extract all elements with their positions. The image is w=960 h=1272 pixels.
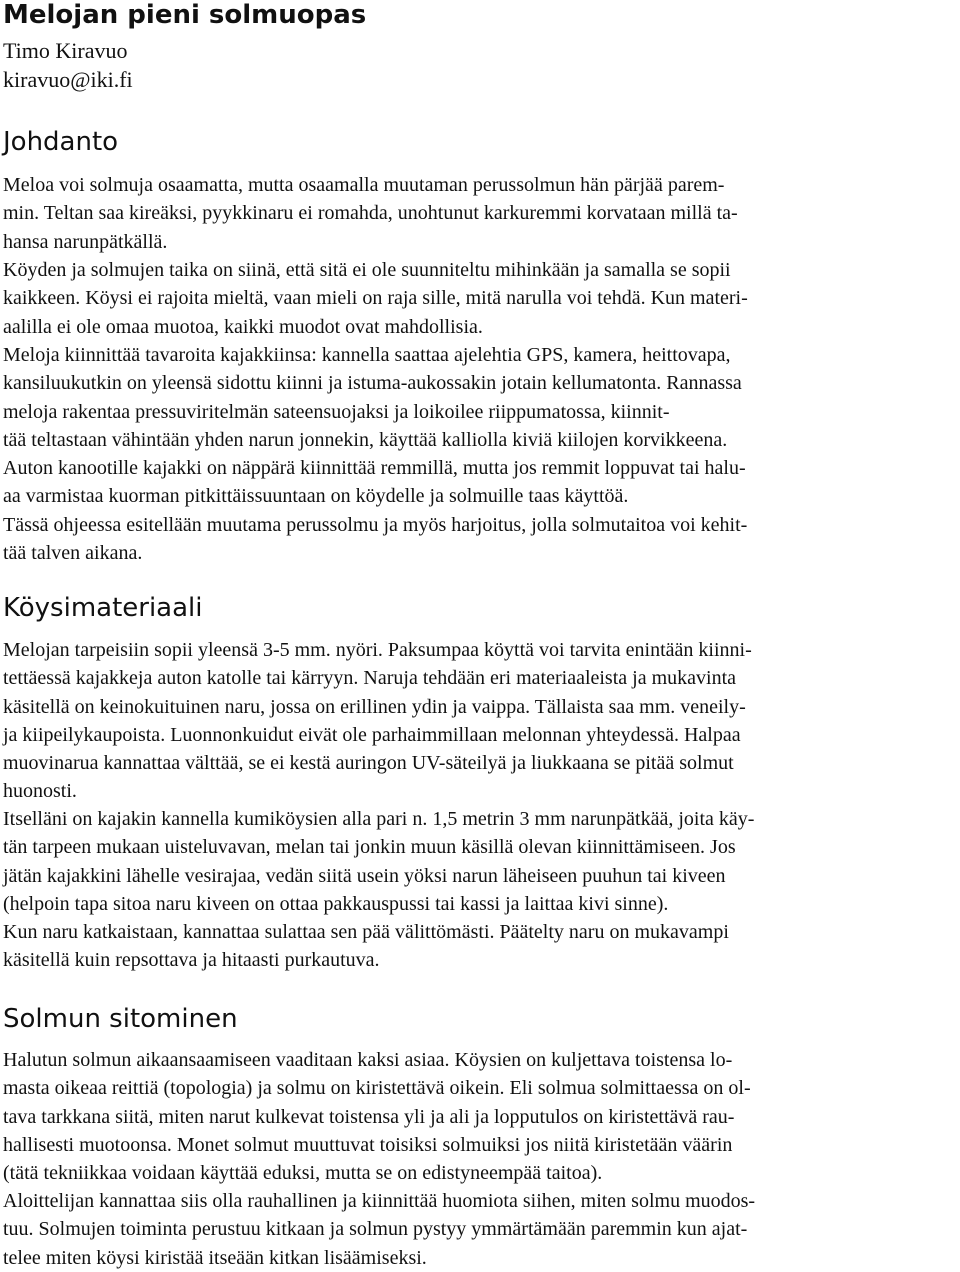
text-line: tava tarkkana siitä, miten narut kulkevat toistensa yli ja ali ja lopputulos on kiristettävä rau- xyxy=(3,1105,735,1128)
text-line: min. Teltan saa kireäksi, pyykkinaru ei romahda, unohtunut karkuremmi korvataan millä ta- xyxy=(3,202,738,225)
paragraph xyxy=(3,511,953,568)
author-email: kiravuo@iki.fi xyxy=(3,67,133,92)
text-line: hallisesti muotoonsa. Monet solmut muuttuvat toisiksi solmuiksi jos niitä kiristetään väärin xyxy=(3,1133,733,1156)
text-line: huonosti. xyxy=(3,780,77,803)
paragraph xyxy=(3,171,953,256)
section-heading-johdanto: Johdanto xyxy=(3,127,119,157)
paragraph xyxy=(3,341,953,511)
text-line: Kun naru katkaistaan, kannattaa sulattaa sen pää välittömästi. Päätelty naru on mukavampi xyxy=(3,921,729,943)
text-line: (helpoin tapa sitoa naru kiveen on ottaa pakkauspussi tai kassi ja laittaa kivi sinne). xyxy=(3,892,669,915)
text-line: ja kiipeilykaupoista. Luonnonkuidut eivät ole parhaimmillaan melonnan yhteydessä. Halpaa xyxy=(3,723,741,746)
author-name: Timo Kiravuo xyxy=(3,38,128,63)
text-line: Halutun solmun aikaansaamiseen vaaditaan kaksi asiaa. Köysien on kuljettava toistensa lo- xyxy=(3,1049,733,1071)
text-line: jätän kajakkini lähelle vesirajaa, vedän siitä usein yöksi narun läheiseen puuhun tai kiveen xyxy=(3,864,726,887)
text-line: Köyden ja solmujen taika on siinä, että sitä ei ole suunniteltu mihinkään ja samalla se sopii xyxy=(3,259,731,281)
text-line: Auton kanootille kajakki on näppärä kiinnittää remmillä, mutta jos remmit loppuvat tai halu- xyxy=(3,457,746,480)
text-line: kaikkeen. Köysi ei rajoita mieltä, vaan mieli on raja sille, mitä narulla voi tehdä. Kun materi- xyxy=(3,287,748,310)
paragraph xyxy=(3,918,953,975)
text-line: Meloa voi solmuja osaamatta, mutta osaamalla muutaman perussolmun hän pärjää parem- xyxy=(3,174,725,196)
text-line: aalilla ei ole omaa muotoa, kaikki muodot ovat mahdollisia. xyxy=(3,315,483,338)
paragraph xyxy=(3,805,953,918)
text-line: (tätä tekniikkaa voidaan käyttää eduksi, mutta se on edistyneempää taitoa). xyxy=(3,1162,603,1185)
text-line: hansa narunpätkällä. xyxy=(3,230,168,253)
section-heading-solmun-sitominen: Solmun sitominen xyxy=(3,1004,238,1034)
text-line: telee miten köysi kiristää itseään kitkan lisäämiseksi. xyxy=(3,1246,427,1269)
text-line: tuu. Solmujen toiminta perustuu kitkaan ja solmun pystyy ymmärtämään paremmin kun ajat- xyxy=(3,1218,748,1241)
text-line: tää teltastaan vähintään yhden narun jonnekin, käyttää kalliolla kiviä kiilojen korvikkeena. xyxy=(3,428,728,451)
paragraph xyxy=(3,256,953,341)
paragraph xyxy=(3,636,953,806)
text-line: Melojan tarpeisiin sopii yleensä 3-5 mm. nyöri. Paksumpaa köyttä voi tarvita enintään kiinni- xyxy=(3,639,752,661)
document-title: Melojan pieni solmuopas xyxy=(3,0,367,30)
paragraph xyxy=(3,1187,953,1272)
text-line: masta oikeaa reittiä (topologia) ja solmu on kiristettävä oikein. Eli solmua solmittaessa on ol- xyxy=(3,1077,751,1100)
text-line: muovinarua kannattaa välttää, se ei kestä auringon UV-säteilyä ja liukkaana se pitää solmut xyxy=(3,752,734,775)
text-line: tettäessä kajakkeja auton katolle tai kärryyn. Naruja tehdään eri materiaaleista ja mukavinta xyxy=(3,667,737,690)
text-line: Meloja kiinnittää tavaroita kajakkiinsa: kannella saattaa ajelehtia GPS, kamera, heittovapa, xyxy=(3,344,731,366)
text-line: Tässä ohjeessa esitellään muutama perussolmu ja myös harjoitus, jolla solmutaitoa voi kehit- xyxy=(3,514,748,536)
text-line: käsitellä on keinokuituinen naru, jossa on erillinen ydin ja vaippa. Tällaista saa mm. veneily- xyxy=(3,695,746,718)
text-line: tän tarpeen mukaan uisteluvavan, melan tai jonkin muun käsillä olevan kiinnittämiseen. Jos xyxy=(3,836,736,859)
text-line: kansiluukutkin on yleensä sidottu kiinni ja istuma-aukossakin jotain kellumatonta. Rannassa xyxy=(3,372,742,395)
text-line: käsitellä kuin repsottava ja hitaasti purkautuva. xyxy=(3,949,380,972)
section-heading-koysimateriaali: Köysimateriaali xyxy=(3,593,203,623)
paragraph xyxy=(3,1046,953,1187)
text-line: meloja rakentaa pressuviritelmän sateensuojaksi ja loikoilee riippumatossa, kiinnit- xyxy=(3,400,670,423)
text-line: tää talven aikana. xyxy=(3,542,143,565)
text-line: Itselläni on kajakin kannella kumiköysien alla pari n. 1,5 metrin 3 mm narunpätkää, joita käy- xyxy=(3,808,755,830)
text-line: Aloittelijan kannattaa siis olla rauhallinen ja kiinnittää huomiota siihen, miten solmu muodos- xyxy=(3,1190,756,1212)
text-line: aa varmistaa kuorman pitkittäissuuntaan on köydelle ja solmuille taas käyttöä. xyxy=(3,485,629,508)
